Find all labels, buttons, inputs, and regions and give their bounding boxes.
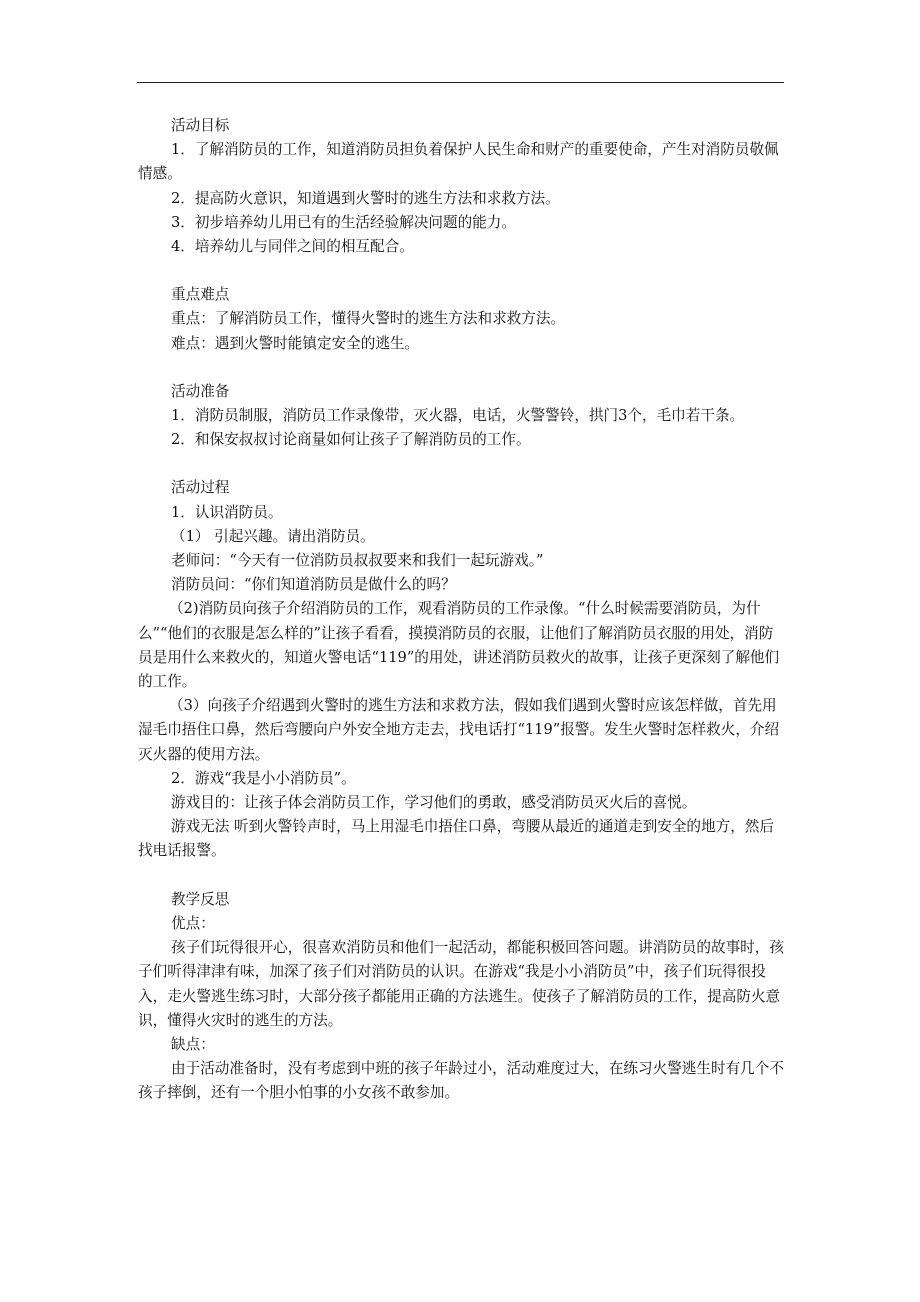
paragraph: 优点： bbox=[171, 914, 215, 932]
paragraph: 缺点： bbox=[171, 1035, 215, 1053]
paragraph: 2．和保安叔叔讨论商量如何让孩子了解消防员的工作。 bbox=[171, 431, 531, 449]
paragraph: 2．提高防火意识，知道遇到火警时的逃生方法和求救方法。 bbox=[171, 189, 560, 207]
paragraph: 1．了解消防员的工作，知道消防员担负着保护人民生命和财产的重要使命，产生对消防员敬佩情感。 bbox=[138, 141, 779, 183]
paragraph: 3．初步培养幼儿用已有的生活经验解决问题的能力。 bbox=[171, 213, 516, 231]
paragraph: （1） 引起兴趣。请出消防员。 bbox=[171, 527, 375, 545]
section-heading-preparation: 活动准备 bbox=[171, 382, 230, 400]
paragraph: 孩子们玩得很开心，很喜欢消防员和他们一起活动，都能积极回答问题。讲消防员的故事时，孩子们听得津津有味，加深了孩子们对消防员的认识。在游戏“我是小小消防员”中，孩子们玩得很投入，走火警逃生练习时，大部分孩子都能用正确的方法逃生。使孩子了解消防员的工作，提高防火意识，懂得火灾时的逃生的方法。 bbox=[138, 939, 784, 1029]
section-heading-goals: 活动目标 bbox=[171, 117, 230, 134]
paragraph: 2．游戏“我是小小消防员”。 bbox=[171, 769, 356, 787]
paragraph: 难点：遇到火警时能镇定安全的逃生。 bbox=[171, 334, 420, 352]
paragraph: （3）向孩子介绍遇到火警时的逃生方法和求救方法，假如我们遇到火警时应该怎样做，首先用湿毛巾捂住口鼻，然后弯腰向户外安全地方走去，找电话打“119”报警。发生火警时怎样救火，介绍灭火器的使用方法。 bbox=[138, 697, 780, 763]
paragraph: 1．消防员制服，消防员工作录像带，灭火器，电话，火警警铃，拱门3个，毛巾若干条。 bbox=[171, 407, 745, 425]
paragraph: 游戏无法 听到火警铃声时，马上用湿毛巾捂住口鼻，弯腰从最近的通道走到安全的地方，然后找电话报警。 bbox=[138, 818, 774, 860]
paragraph: 游戏目的：让孩子体会消防员工作，学习他们的勇敢，感受消防员灭火后的喜悦。 bbox=[171, 794, 697, 812]
paragraph: 老师问：“今天有一位消防员叔叔要来和我们一起玩游戏。” bbox=[171, 552, 544, 570]
paragraph: 由于活动准备时，没有考虑到中班的孩子年龄过小，活动难度过大，在练习火警逃生时有几个不孩子摔倒，还有一个胆小怕事的小女孩不敢参加。 bbox=[138, 1060, 784, 1102]
paragraph: （2)消防员向孩子介绍消防员的工作，观看消防员的工作录像。“什么时候需要消防员，为什么”“他们的衣服是怎么样的”让孩子看看，摸摸消防员的衣服，让他们了解消防员衣服的用处，消防员是用什么来救火的，知道火警电话“119”的用处，讲述消防员救火的故事，让孩子更深刻了解他们的工作。 bbox=[138, 600, 780, 691]
paragraph: 1．认识消防员。 bbox=[171, 503, 283, 521]
section-heading-process: 活动过程 bbox=[171, 479, 230, 497]
section-heading-key-points: 重点难点 bbox=[171, 286, 230, 304]
header-rule bbox=[137, 82, 784, 83]
paragraph: 重点：了解消防员工作，懂得火警时的逃生方法和求救方法。 bbox=[171, 310, 566, 328]
document-body bbox=[138, 114, 784, 1106]
paragraph: 消防员问：“你们知道消防员是做什么的吗？ bbox=[171, 576, 456, 594]
section-heading-reflection: 教学反思 bbox=[171, 890, 230, 908]
paragraph: 4．培养幼儿与同伴之间的相互配合。 bbox=[171, 238, 414, 256]
